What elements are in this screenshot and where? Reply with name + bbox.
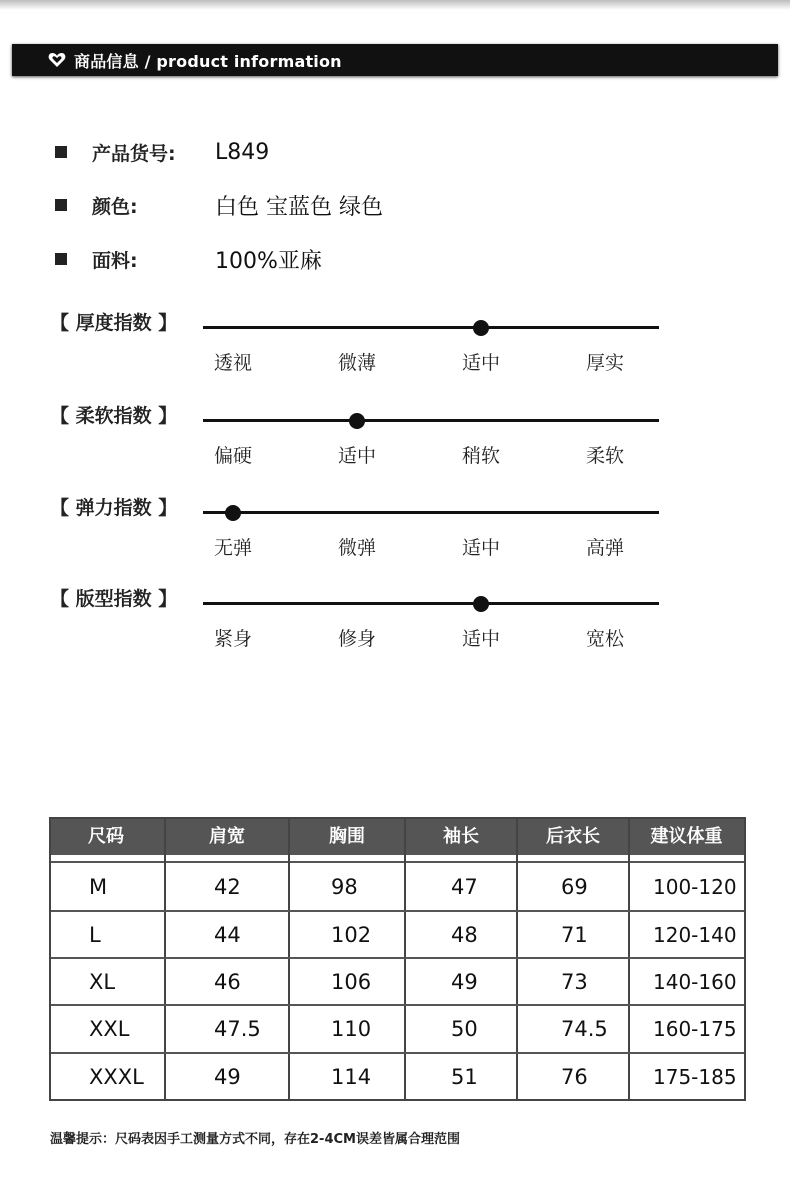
gauge-option-label: 柔软 <box>585 445 624 467</box>
gauge-title: 【 厚度指数 】 <box>50 312 178 334</box>
gauge-option-label: 修身 <box>337 628 376 650</box>
table-cell: 102 <box>331 923 372 947</box>
gauge-option-label: 高弹 <box>585 537 624 559</box>
gauge-option-label: 微弹 <box>337 537 376 559</box>
table-cell: 114 <box>331 1065 372 1089</box>
column-divider <box>288 819 290 1099</box>
section-header-title: 商品信息 / product information <box>74 51 342 71</box>
square-bullet-icon <box>55 146 67 158</box>
section-header-bar <box>12 44 778 76</box>
size-table <box>49 817 746 1101</box>
table-cell: 106 <box>331 970 372 994</box>
gauge-option-label: 宽松 <box>585 628 624 650</box>
square-bullet-icon <box>55 253 67 265</box>
gauge-marker <box>473 320 489 336</box>
info-label: 产品货号: <box>92 142 176 165</box>
table-cell: 100-120 <box>653 875 737 899</box>
table-cell: 44 <box>214 923 241 947</box>
top-shadow-divider <box>0 0 790 10</box>
table-cell: 110 <box>331 1017 372 1041</box>
info-value: 白色 宝蓝色 绿色 <box>215 194 383 220</box>
column-header: 袖长 <box>443 826 479 847</box>
table-cell: 46 <box>214 970 241 994</box>
gauge-option-label: 适中 <box>461 352 500 374</box>
table-cell: 175-185 <box>653 1065 737 1089</box>
column-divider <box>404 819 406 1099</box>
size-cell: M <box>89 875 108 899</box>
table-cell: 71 <box>561 923 588 947</box>
row-divider <box>51 1004 744 1006</box>
gauge-option-label: 厚实 <box>585 352 624 374</box>
table-cell: 49 <box>214 1065 241 1089</box>
column-header: 尺码 <box>88 826 124 847</box>
size-disclaimer-note: 温馨提示：尺码表因手工测量方式不同，存在2-4CM误差皆属合理范围 <box>50 1132 460 1147</box>
gauge-track <box>203 602 659 605</box>
table-cell: 140-160 <box>653 970 737 994</box>
row-divider <box>51 1052 744 1054</box>
table-cell: 51 <box>451 1065 478 1089</box>
column-divider <box>628 819 630 1099</box>
info-row-fabric <box>55 244 322 274</box>
table-cell: 49 <box>451 970 478 994</box>
size-cell: XXXL <box>89 1065 144 1089</box>
row-divider <box>51 910 744 912</box>
info-value: L849 <box>215 139 270 165</box>
gauge-option-label: 偏硬 <box>213 445 252 467</box>
info-row-product-code <box>55 137 270 167</box>
table-cell: 76 <box>561 1065 588 1089</box>
size-cell: XL <box>89 970 116 994</box>
info-value: 100%亚麻 <box>215 248 322 274</box>
column-header: 肩宽 <box>209 826 245 847</box>
gauge-track <box>203 326 659 329</box>
column-header: 胸围 <box>329 826 365 847</box>
size-cell: XXL <box>89 1017 130 1041</box>
gauge-option-label: 微薄 <box>337 352 376 374</box>
table-cell: 73 <box>561 970 588 994</box>
size-cell: L <box>89 923 101 947</box>
table-cell: 50 <box>451 1017 478 1041</box>
gauge-option-label: 适中 <box>461 628 500 650</box>
gauge-title: 【 版型指数 】 <box>50 588 178 610</box>
info-label: 面料: <box>92 249 138 272</box>
gauge-option-label: 透视 <box>213 352 252 374</box>
gauge-marker <box>349 413 365 429</box>
info-row-color <box>55 190 383 220</box>
gauge-title: 【 柔软指数 】 <box>50 405 178 427</box>
gauge-option-label: 适中 <box>337 445 376 467</box>
table-cell: 98 <box>331 875 358 899</box>
gauge-track <box>203 419 659 422</box>
info-label: 颜色: <box>92 195 138 218</box>
gauge-track <box>203 511 659 514</box>
column-header: 建议体重 <box>650 826 723 847</box>
gauge-title: 【 弹力指数 】 <box>50 497 178 519</box>
table-cell: 160-175 <box>653 1017 737 1041</box>
table-cell: 47.5 <box>214 1017 261 1041</box>
gauge-option-label: 紧身 <box>213 628 252 650</box>
gauge-option-label: 稍软 <box>461 445 500 467</box>
table-cell: 120-140 <box>653 923 737 947</box>
table-cell: 47 <box>451 875 478 899</box>
header-separator-line <box>51 861 744 863</box>
column-divider <box>516 819 518 1099</box>
square-bullet-icon <box>55 199 67 211</box>
size-table-header <box>51 819 744 855</box>
column-divider <box>164 819 166 1099</box>
table-cell: 48 <box>451 923 478 947</box>
gauge-marker <box>473 596 489 612</box>
gauge-option-label: 适中 <box>461 537 500 559</box>
table-cell: 42 <box>214 875 241 899</box>
column-header: 后衣长 <box>546 826 600 847</box>
table-cell: 69 <box>561 875 588 899</box>
table-cell: 74.5 <box>561 1017 608 1041</box>
row-divider <box>51 957 744 959</box>
gauge-option-label: 无弹 <box>213 537 252 559</box>
gauge-marker <box>225 505 241 521</box>
